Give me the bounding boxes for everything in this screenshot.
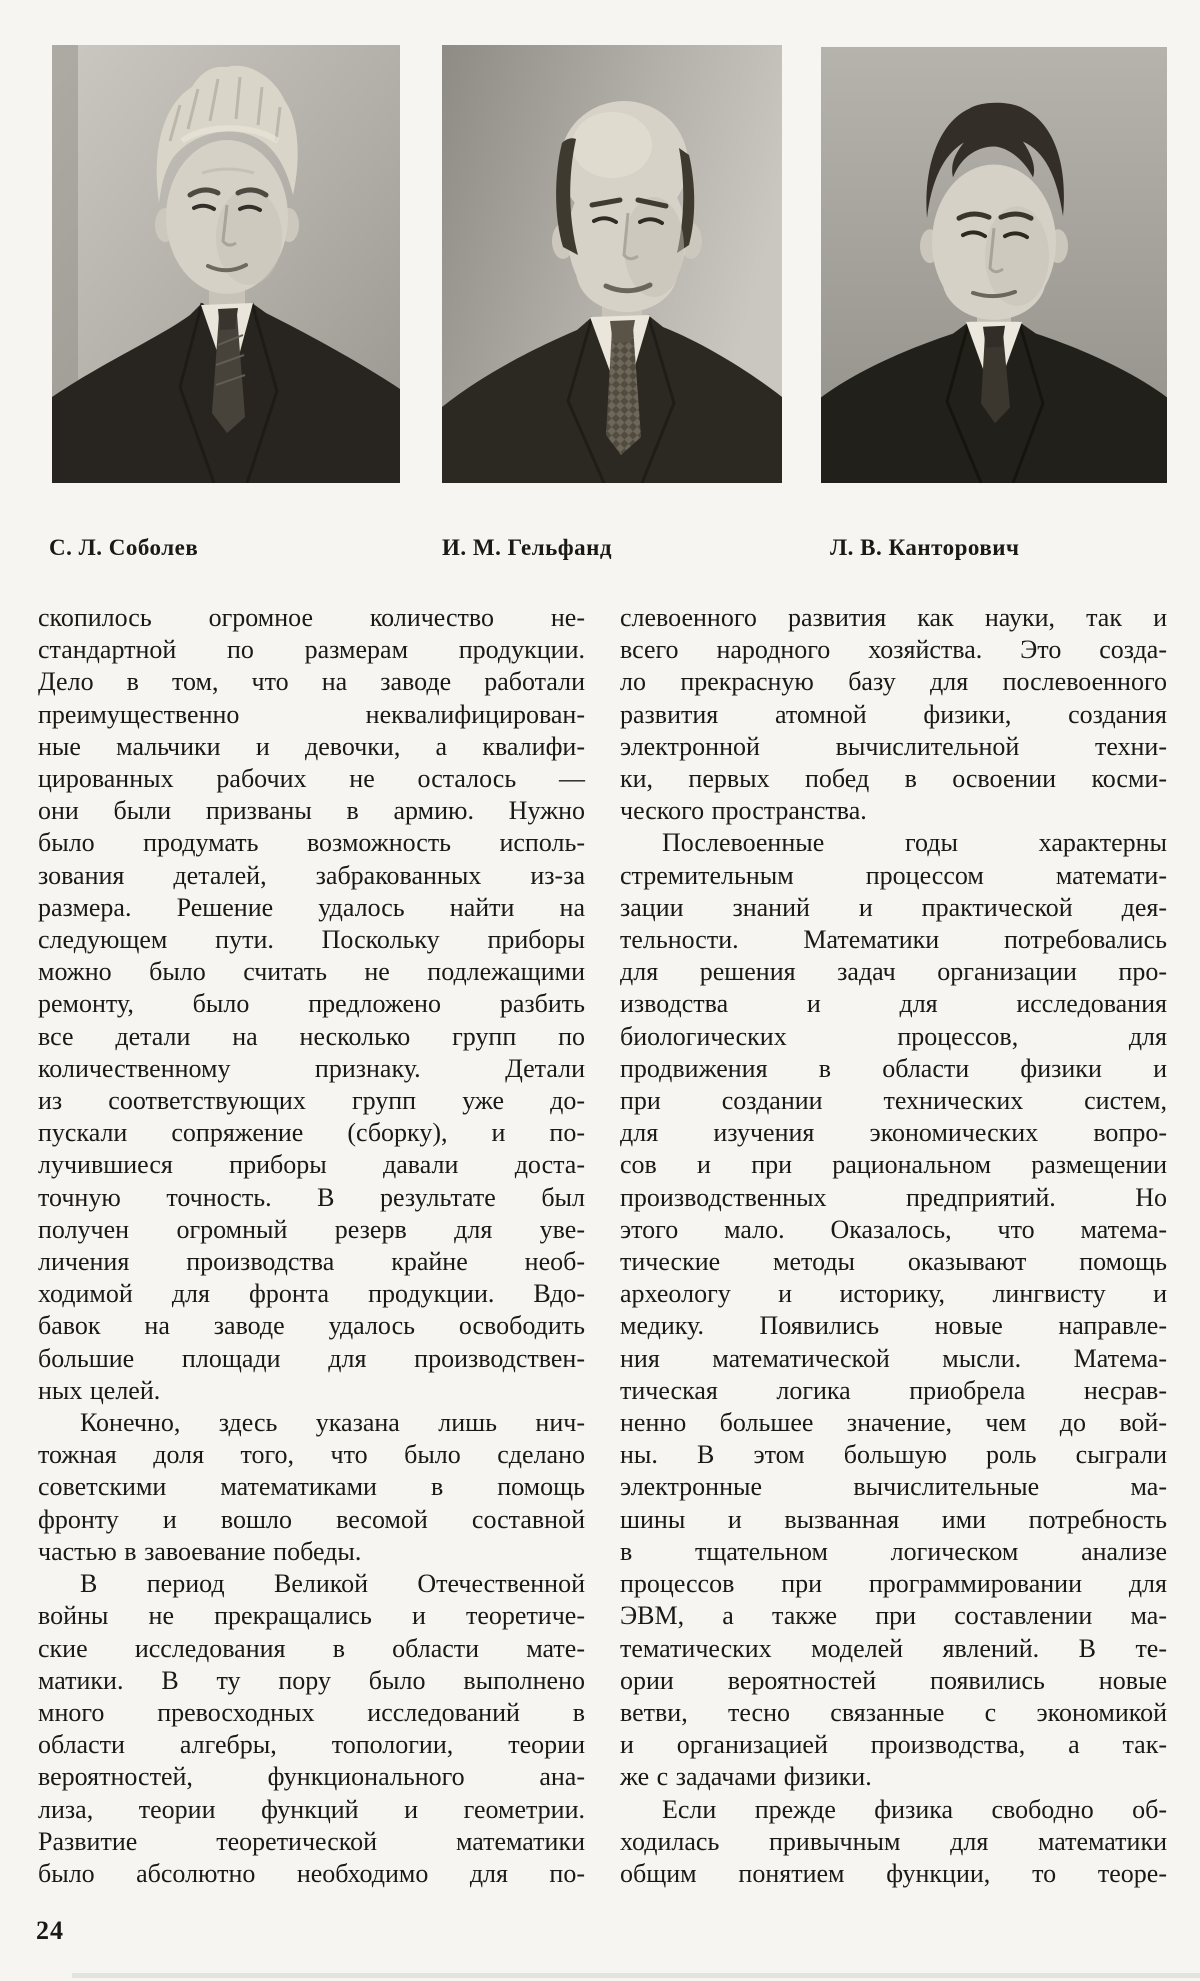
- text-line: ные мальчики и девочки, а квалифи-: [38, 731, 585, 761]
- text-line: же с задачами физики.: [620, 1762, 872, 1792]
- text-line: получен огромный резерв для уве-: [38, 1214, 585, 1244]
- text-line: скопилось огромное количество не-: [38, 603, 585, 632]
- page-number: 24: [36, 1916, 64, 1945]
- text-line: бавок на заводе удалось освободить: [38, 1311, 585, 1341]
- text-line: зации знаний и практической дея-: [620, 892, 1167, 922]
- text-line: этого мало. Оказалось, что матема-: [620, 1214, 1167, 1244]
- text-line: всего народного хозяйства. Это созда-: [620, 635, 1167, 665]
- scan-edge-artifact: [72, 1973, 1200, 1978]
- text-line: ходимой для фронта продукции. Вдо-: [38, 1279, 585, 1309]
- text-line: для изучения экономических вопро-: [620, 1118, 1167, 1148]
- text-line: стремительным процессом математи-: [620, 860, 1167, 890]
- text-line: советскими математиками в помощь: [38, 1472, 585, 1502]
- text-line: развития атомной физики, создания: [620, 699, 1167, 729]
- text-line: следующем пути. Поскольку приборы: [38, 925, 585, 955]
- text-line: матики. В ту пору было выполнено: [38, 1665, 585, 1695]
- text-line: преимущественно неквалифицирован-: [38, 699, 585, 729]
- text-line: Послевоенные годы характерны: [662, 828, 1167, 858]
- text-line: тельности. Математики потребовались: [620, 925, 1167, 955]
- text-line: из соответствующих групп уже до-: [38, 1086, 585, 1116]
- text-line: ветви, тесно связанные с экономикой: [620, 1697, 1167, 1727]
- text-line: частью в завоевание победы.: [38, 1536, 362, 1566]
- text-line: тематических моделей явлений. В те-: [620, 1633, 1167, 1663]
- text-line: тическая логика приобрела несрав-: [620, 1375, 1167, 1405]
- text-line: слевоенного развития как науки, так и: [620, 603, 1167, 632]
- text-line: все детали на несколько групп по: [38, 1021, 585, 1051]
- text-line: археологу и историку, лингвисту и: [620, 1279, 1167, 1309]
- text-line: лучившиеся приборы давали доста-: [38, 1150, 585, 1180]
- portrait-photo-sobolev: [52, 45, 400, 483]
- text-line: ории вероятностей появились новые: [620, 1665, 1167, 1695]
- text-line: цированных рабочих не осталось —: [38, 764, 585, 794]
- text-line: сов и при рациональном размещении: [620, 1150, 1167, 1180]
- text-line: электронные вычислительные ма-: [620, 1472, 1167, 1502]
- gelfand-portrait-image: [442, 45, 782, 483]
- text-line: в тщательном логическом анализе: [620, 1536, 1167, 1566]
- text-line: личения производства крайне необ-: [38, 1247, 585, 1277]
- text-line: они были призваны в армию. Нужно: [38, 796, 585, 826]
- text-line: при создании технических систем,: [620, 1086, 1167, 1116]
- text-line: пускали сопряжение (сборку), и по-: [38, 1118, 585, 1148]
- text-line: количественному признаку. Детали: [38, 1053, 585, 1083]
- text-line: было продумать возможность исполь-: [38, 828, 585, 858]
- sobolev-portrait-image: [52, 45, 400, 483]
- text-line: ния математической мысли. Матема-: [620, 1343, 1167, 1373]
- text-column-left: [38, 602, 585, 1890]
- text-line: для решения задач организации про-: [620, 957, 1167, 987]
- text-line: размера. Решение удалось найти на: [38, 892, 585, 922]
- text-line: Дело в том, что на заводе работали: [38, 667, 585, 697]
- text-line: можно было считать не подлежащими: [38, 957, 585, 987]
- text-line: Конечно, здесь указана лишь нич-: [80, 1408, 585, 1438]
- portrait-photo-kantorovich: [821, 47, 1167, 483]
- text-line: общим понятием функции, то теоре-: [620, 1858, 1167, 1888]
- photo-caption-kantorovich: Л. В. Канторович: [830, 535, 1020, 560]
- text-line: ходилась привычным для математики: [620, 1826, 1167, 1856]
- text-line: и организацией производства, а так-: [620, 1730, 1167, 1760]
- text-line: Если прежде физика свободно об-: [662, 1794, 1167, 1824]
- text-line: тические методы оказывают помощь: [620, 1247, 1167, 1277]
- text-line: медику. Появились новые направле-: [620, 1311, 1167, 1341]
- text-line: биологических процессов, для: [620, 1021, 1167, 1051]
- text-line: Развитие теоретической математики: [38, 1826, 585, 1856]
- text-line: изводства и для исследования: [620, 989, 1167, 1019]
- text-line: ны. В этом большую роль сыграли: [620, 1440, 1167, 1470]
- text-line: продвижения в области физики и: [620, 1053, 1167, 1083]
- text-line: войны не прекращались и теоретиче-: [38, 1601, 585, 1631]
- text-line: В период Великой Отечественной: [80, 1569, 585, 1599]
- text-line: большие площади для производствен-: [38, 1343, 585, 1373]
- text-line: производственных предприятий. Но: [620, 1182, 1167, 1212]
- text-line: вероятностей, функционального ана-: [38, 1762, 585, 1792]
- text-line: ных целей.: [38, 1375, 161, 1405]
- text-line: ло прекрасную базу для послевоенного: [620, 667, 1167, 697]
- text-line: много превосходных исследований в: [38, 1697, 585, 1727]
- text-line: ремонту, было предложено разбить: [38, 989, 585, 1019]
- text-line: электронной вычислительной техни-: [620, 731, 1167, 761]
- text-line: шины и вызванная ими потребность: [620, 1504, 1167, 1534]
- text-line: области алгебры, топологии, теории: [38, 1730, 585, 1760]
- text-line: зования деталей, забракованных из-за: [38, 860, 585, 890]
- portrait-photo-gelfand: [442, 45, 782, 483]
- text-column-right: [620, 602, 1167, 1890]
- text-line: было абсолютно необходимо для по-: [38, 1858, 585, 1888]
- photo-caption-sobolev: С. Л. Соболев: [49, 535, 199, 560]
- kantorovich-portrait-image: [821, 47, 1167, 483]
- photo-caption-gelfand: И. М. Гельфанд: [442, 535, 613, 560]
- text-line: ки, первых побед в освоении косми-: [620, 764, 1167, 794]
- text-line: тожная доля того, что было сделано: [38, 1440, 585, 1470]
- text-line: фронту и вошло весомой составной: [38, 1504, 585, 1534]
- text-line: ческого пространства.: [620, 796, 867, 826]
- text-line: ненно большее значение, чем до вой-: [620, 1408, 1167, 1438]
- text-line: ские исследования в области мате-: [38, 1633, 585, 1663]
- text-line: стандартной по размерам продукции.: [38, 635, 585, 665]
- text-line: лиза, теории функций и геометрии.: [38, 1794, 585, 1824]
- text-line: ЭВМ, а также при составлении ма-: [620, 1601, 1167, 1631]
- text-line: точную точность. В результате был: [38, 1182, 585, 1212]
- text-line: процессов при программировании для: [620, 1569, 1167, 1599]
